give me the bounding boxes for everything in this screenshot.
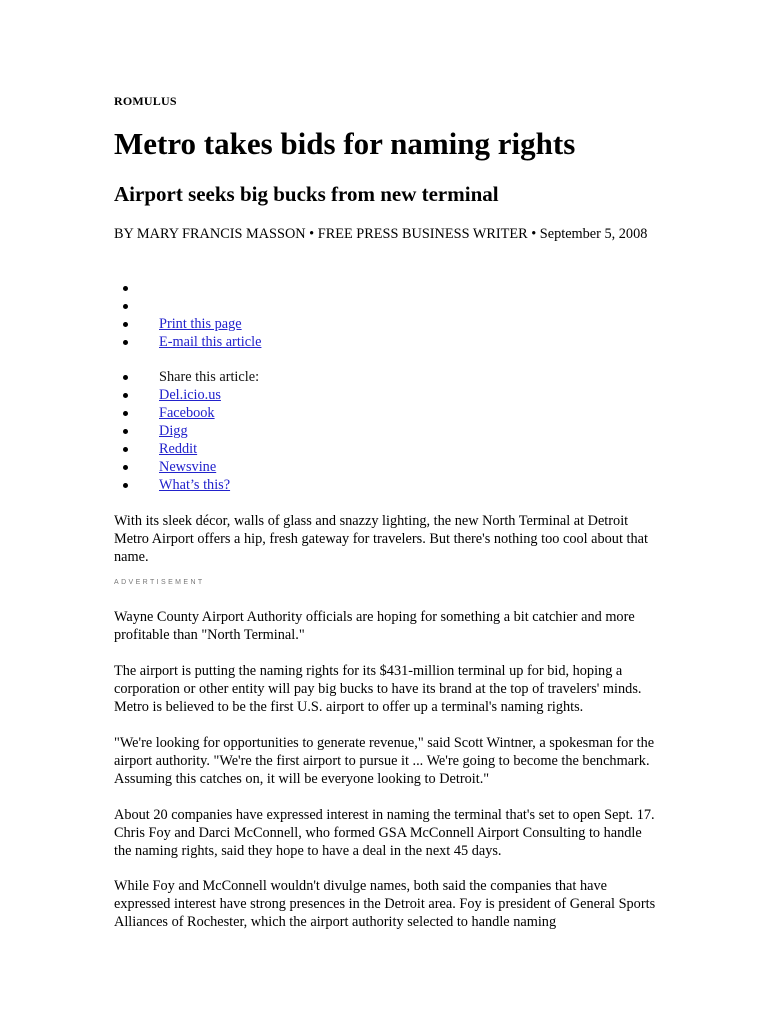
bullet-icon xyxy=(123,429,128,434)
tools-item-empty-2 xyxy=(114,297,261,315)
advertisement-label: ADVERTISEMENT xyxy=(114,579,205,586)
bullet-icon xyxy=(123,393,128,398)
share-reddit-link[interactable]: Reddit xyxy=(159,441,198,457)
bullet-icon xyxy=(123,322,128,327)
share-item-newsvine xyxy=(114,458,259,476)
article-paragraph: While Foy and McConnell wouldn't divulge names, both said the companies that have expressed interest have strong presences in the Detroit area. Foy is president of General Sports Alliances of Rochester, which the airport authority selected to handle naming xyxy=(114,878,656,930)
share-intro-label: Share this article: xyxy=(159,369,260,385)
share-list xyxy=(114,368,259,494)
article-paragraph: About 20 companies have expressed interest in naming the terminal that's set to open Sept. 17. Chris Foy and Darci McConnell, who formed GSA McConnell Airport Consulting to handle the naming rights, said they hope to have a deal in the next 45 days. xyxy=(114,807,655,859)
bullet-icon xyxy=(123,465,128,470)
article-byline: BY MARY FRANCIS MASSON • FREE PRESS BUSINESS WRITER • September 5, 2008 xyxy=(114,226,648,242)
bullet-icon xyxy=(123,286,128,291)
print-page-link[interactable]: Print this page xyxy=(159,316,242,332)
share-item-whats-this xyxy=(114,476,259,494)
email-article-link[interactable]: E-mail this article xyxy=(159,334,262,350)
article-paragraph: With its sleek décor, walls of glass and snazzy lighting, the new North Terminal at Detroit Metro Airport offers a hip, fresh gateway for travelers. But there's nothing too cool about that name. xyxy=(114,513,648,565)
tools-item-email xyxy=(114,333,261,351)
bullet-icon xyxy=(123,411,128,416)
bullet-icon xyxy=(123,483,128,488)
share-newsvine-link[interactable]: Newsvine xyxy=(159,459,217,475)
bullet-icon xyxy=(123,447,128,452)
share-delicious-link[interactable]: Del.icio.us xyxy=(159,387,221,403)
article-paragraph: "We're looking for opportunities to generate revenue," said Scott Wintner, a spokesman for the airport authority. "We're the first airport to pursue it ... We're going to become the benchmark. Assuming this catches on, it will be everyone looking to Detroit." xyxy=(114,735,655,787)
share-whats-this-link[interactable]: What’s this? xyxy=(159,477,231,493)
bullet-icon xyxy=(123,375,128,380)
share-item-delicious xyxy=(114,386,259,404)
share-facebook-link[interactable]: Facebook xyxy=(159,405,215,421)
share-intro-item xyxy=(114,368,259,386)
article-paragraph: The airport is putting the naming rights for its $431-million terminal up for bid, hoping a corporation or other entity will pay big bucks to have its brand at the top of travelers' minds. Metro is believed to be the first U.S. airport to offer up a terminal's naming rights. xyxy=(114,663,642,715)
share-digg-link[interactable]: Digg xyxy=(159,423,188,439)
share-item-reddit xyxy=(114,440,259,458)
article-paragraph: Wayne County Airport Authority officials are hoping for something a bit catchier and more profitable than "North Terminal." xyxy=(114,609,635,643)
article-tools-list xyxy=(114,279,261,351)
article-subhead: Airport seeks big bucks from new terminal xyxy=(114,182,499,206)
share-item-facebook xyxy=(114,404,259,422)
article-headline: Metro takes bids for naming rights xyxy=(114,126,576,161)
bullet-icon xyxy=(123,340,128,345)
section-kicker: ROMULUS xyxy=(114,94,177,108)
share-item-digg xyxy=(114,422,259,440)
tools-item-empty-1 xyxy=(114,279,261,297)
bullet-icon xyxy=(123,304,128,309)
tools-item-print xyxy=(114,315,261,333)
